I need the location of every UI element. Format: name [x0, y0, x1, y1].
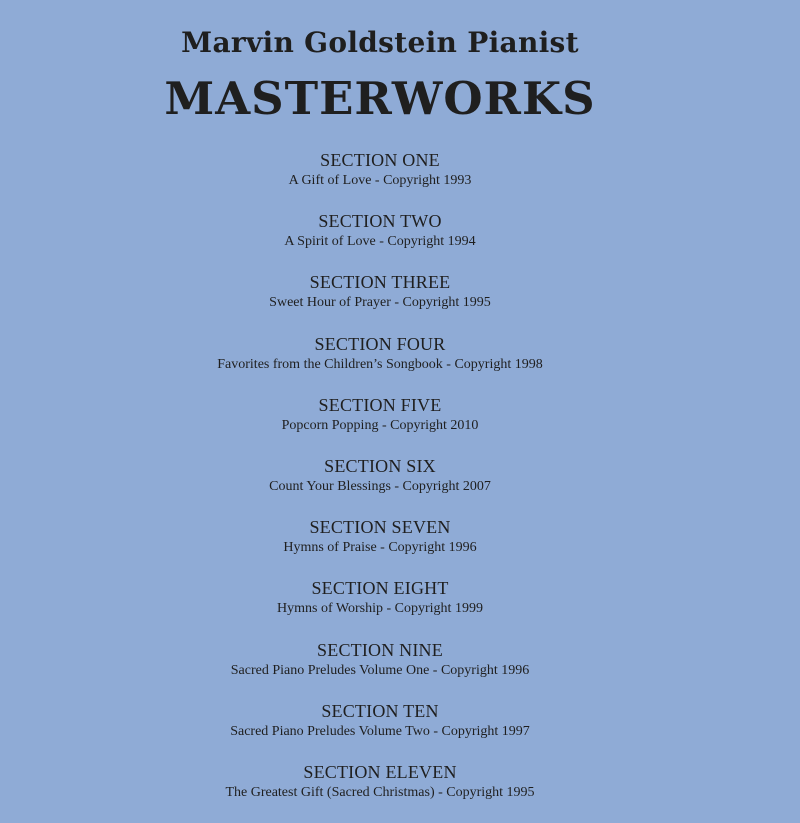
section-description: Hymns of Worship - Copyright 1999	[277, 601, 483, 617]
section-item	[0, 211, 760, 272]
section-description: Hymns of Praise - Copyright 1996	[283, 540, 477, 556]
section-heading: SECTION SEVEN	[309, 517, 451, 538]
section-item	[0, 640, 760, 701]
section-description: Favorites from the Children’s Songbook - Copyright 1998	[217, 356, 543, 372]
section-heading: SECTION TEN	[321, 700, 439, 721]
section-heading: SECTION ELEVEN	[303, 761, 457, 782]
section-item	[0, 578, 760, 639]
section-description: A Spirit of Love - Copyright 1994	[284, 234, 476, 250]
section-description: Sacred Piano Preludes Volume Two - Copyright 1997	[230, 723, 530, 739]
pianist-name: Marvin Goldstein Pianist	[181, 26, 579, 59]
section-item	[0, 517, 760, 578]
section-description: Count Your Blessings - Copyright 2007	[269, 478, 491, 494]
section-heading: SECTION THREE	[309, 272, 451, 293]
section-description: Sacred Piano Preludes Volume One - Copyright 1996	[230, 662, 530, 678]
section-item	[0, 762, 760, 823]
section-description: Popcorn Popping - Copyright 2010	[281, 417, 479, 433]
section-item	[0, 395, 760, 456]
section-heading: SECTION FIVE	[318, 394, 442, 415]
section-heading: SECTION FOUR	[314, 333, 446, 354]
section-description: Sweet Hour of Prayer - Copyright 1995	[269, 295, 491, 311]
section-item	[0, 150, 760, 211]
section-heading: SECTION NINE	[317, 639, 443, 660]
section-item	[0, 701, 760, 762]
section-description: A Gift of Love - Copyright 1993	[288, 173, 472, 188]
section-heading: SECTION TWO	[318, 211, 442, 232]
page-title: MASTERWORKS	[164, 72, 596, 125]
section-heading: SECTION ONE	[320, 150, 440, 170]
section-item	[0, 334, 760, 395]
section-item	[0, 272, 760, 333]
section-list	[0, 150, 760, 823]
section-heading: SECTION EIGHT	[311, 578, 449, 599]
section-heading: SECTION SIX	[324, 455, 436, 476]
section-item	[0, 456, 760, 517]
section-description: The Greatest Gift (Sacred Christmas) - Copyright 1995	[225, 784, 535, 800]
